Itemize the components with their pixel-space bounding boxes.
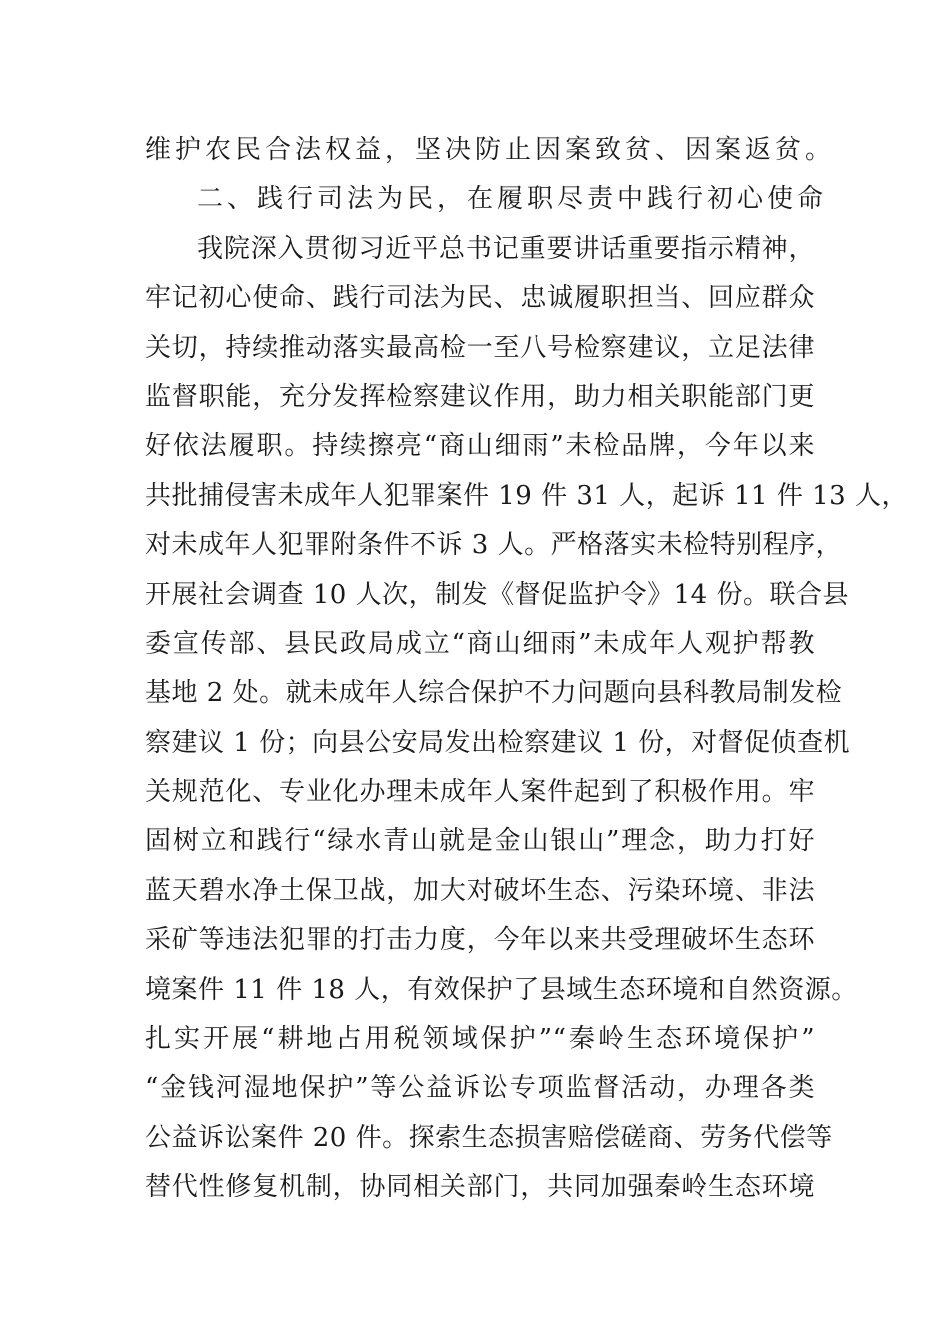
paragraph-line: 固树立和践行“绿水青山就是金山银山”理念，助力打好 <box>145 826 815 857</box>
paragraph-line: 公益诉讼案件 20 件。探索生态损害赔偿磋商、劳务代偿等 <box>145 1122 833 1153</box>
paragraph-line: 境案件 11 件 18 人，有效保护了县域生态环境和自然资源。 <box>145 974 858 1005</box>
paragraph-line: 共批捕侵害未成年人犯罪案件 19 件 31 人，起诉 11 件 13 人， <box>145 480 908 511</box>
paragraph-line: 采矿等违法犯罪的打击力度，今年以来共受理破坏生态环 <box>145 925 815 956</box>
paragraph-line: 牢记初心使命、践行司法为民、忠诚履职担当、回应群众 <box>145 283 815 314</box>
paragraph-line: 基地 2 处。就未成年人综合保护不力问题向县科教局制发检 <box>145 678 843 709</box>
paragraph-line: 蓝天碧水净土保卫战，加大对破坏生态、污染环境、非法 <box>145 875 815 906</box>
paragraph-line: 监督职能，充分发挥检察建议作用，助力相关职能部门更 <box>145 381 815 412</box>
paragraph-line: 好依法履职。持续擦亮“商山细雨”未检品牌，今年以来 <box>145 431 815 462</box>
paragraph-line: 我院深入贯彻习近平总书记重要讲话重要指示精神， <box>197 233 815 264</box>
paragraph-line: 关规范化、专业化办理未成年人案件起到了积极作用。牢 <box>145 777 815 808</box>
paragraph-line: 维护农民合法权益，坚决防止因案致贫、因案返贫。 <box>145 135 836 165</box>
paragraph-line: 委宣传部、县民政局成立“商山细雨”未成年人观护帮教 <box>145 628 815 659</box>
paragraph-line: 替代性修复机制，协同相关部门，共同加强秦岭生态环境 <box>145 1172 815 1203</box>
paragraph-line: “金钱河湿地保护”等公益诉讼专项监督活动，办理各类 <box>145 1073 815 1104</box>
paragraph-line: 扎实开展“耕地占用税领域保护”“秦岭生态环境保护” <box>145 1024 815 1055</box>
paragraph-line: 对未成年人犯罪附条件不诉 3 人。严格落实未检特别程序， <box>145 530 843 561</box>
section-heading: 二、践行司法为民，在履职尽责中践行初心使命 <box>197 184 828 215</box>
paragraph-line: 开展社会调查 10 人次，制发《督促监护令》14 份。联合县 <box>145 579 849 610</box>
paragraph-line: 关切，持续推动落实最高检一至八号检察建议，立足法律 <box>145 332 815 363</box>
document-body <box>145 126 908 1213</box>
paragraph-line: 察建议 1 份；向县公安局发出检察建议 1 份，对督促侦查机 <box>145 727 851 758</box>
